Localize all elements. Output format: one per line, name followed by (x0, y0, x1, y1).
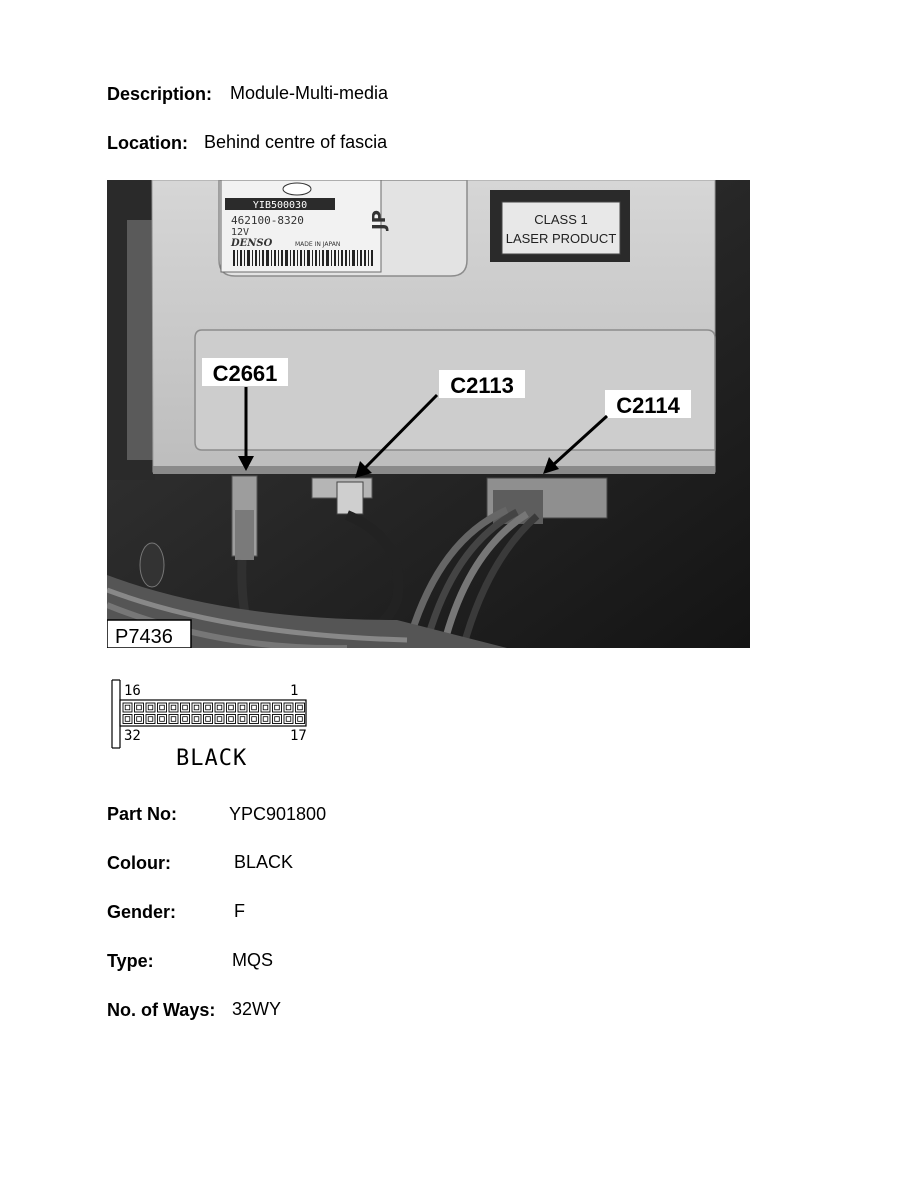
part-no-value: YPC901800 (229, 804, 327, 824)
photo-ref: P7436 (115, 626, 173, 648)
pin-cavity (215, 715, 224, 724)
location-value: Behind centre of fascia (204, 132, 388, 152)
pin-cavity (296, 703, 305, 712)
pin-cavity (123, 703, 132, 712)
callout-c2113-label: C2113 (450, 373, 514, 398)
description-row (107, 83, 389, 105)
colour-label: Colour: (107, 853, 171, 873)
pin-cavity (238, 715, 247, 724)
pin-cavity (146, 703, 155, 712)
location-row (107, 132, 388, 154)
sticker-model: YIB500030 (252, 200, 308, 211)
pin-cavity (284, 703, 293, 712)
pin-cavity (192, 715, 201, 724)
pin-cavity (146, 715, 155, 724)
pin-cavity (135, 703, 144, 712)
gender-value: F (234, 901, 245, 921)
ways-row (107, 999, 282, 1021)
laser-label-line1: CLASS 1 (534, 212, 588, 227)
sticker-origin: MADE IN JAPAN (295, 241, 341, 248)
pin-cavity (250, 703, 259, 712)
pin-cavity (261, 715, 270, 724)
type-value: MQS (232, 950, 274, 970)
pin-cavity (227, 715, 236, 724)
ways-value: 32WY (232, 999, 282, 1019)
sticker-voltage: 12V (231, 227, 250, 238)
pin-cavity (192, 703, 201, 712)
part-no-label: Part No: (107, 804, 178, 824)
connector-face-diagram (110, 678, 320, 773)
location-label: Location: (107, 133, 188, 153)
ways-label: No. of Ways: (107, 1000, 216, 1020)
pin-cavity (135, 715, 144, 724)
pin-label-16: 16 (124, 683, 141, 699)
pin-cavity (284, 715, 293, 724)
pin-cavity (250, 715, 259, 724)
pin-cavity (273, 703, 282, 712)
brand-logo-icon (283, 183, 311, 195)
sticker-maker: DENSO (231, 238, 273, 249)
pin-cavity (158, 703, 167, 712)
pin-label-17: 17 (290, 728, 307, 744)
pin-cavity (181, 715, 190, 724)
laser-label-line2: LASER PRODUCT (505, 231, 617, 246)
pin-cavity (204, 715, 213, 724)
pin-cavity (296, 715, 305, 724)
connector-colour-text: BLACK (176, 746, 248, 771)
pin-cavity (238, 703, 247, 712)
description-label: Description: (107, 84, 213, 104)
gender-row (107, 901, 245, 923)
callout-c2661-label: C2661 (212, 361, 278, 386)
pin-cavity (158, 715, 167, 724)
pin-label-32: 32 (124, 728, 141, 744)
sticker-partnum: 462100-8320 (231, 214, 304, 227)
pin-cavity (273, 715, 282, 724)
sticker-side-text: JP (369, 210, 390, 230)
colour-row (107, 852, 294, 874)
pin-cavity (204, 703, 213, 712)
callout-c2114-label: C2114 (616, 393, 680, 418)
pin-cavity (215, 703, 224, 712)
gender-label: Gender: (107, 902, 177, 922)
pin-cavity (123, 715, 132, 724)
colour-value: BLACK (234, 852, 294, 872)
pin-cavity (227, 703, 236, 712)
description-value: Module-Multi-media (230, 83, 389, 103)
part-no-row (107, 804, 327, 825)
pin-cavity (169, 703, 178, 712)
pin-label-1: 1 (290, 683, 299, 699)
pin-cavity (169, 715, 178, 724)
pin-cavity (181, 703, 190, 712)
pin-cavity (261, 703, 270, 712)
module-photo (107, 180, 750, 648)
type-row (107, 950, 274, 972)
type-label: Type: (107, 951, 154, 971)
